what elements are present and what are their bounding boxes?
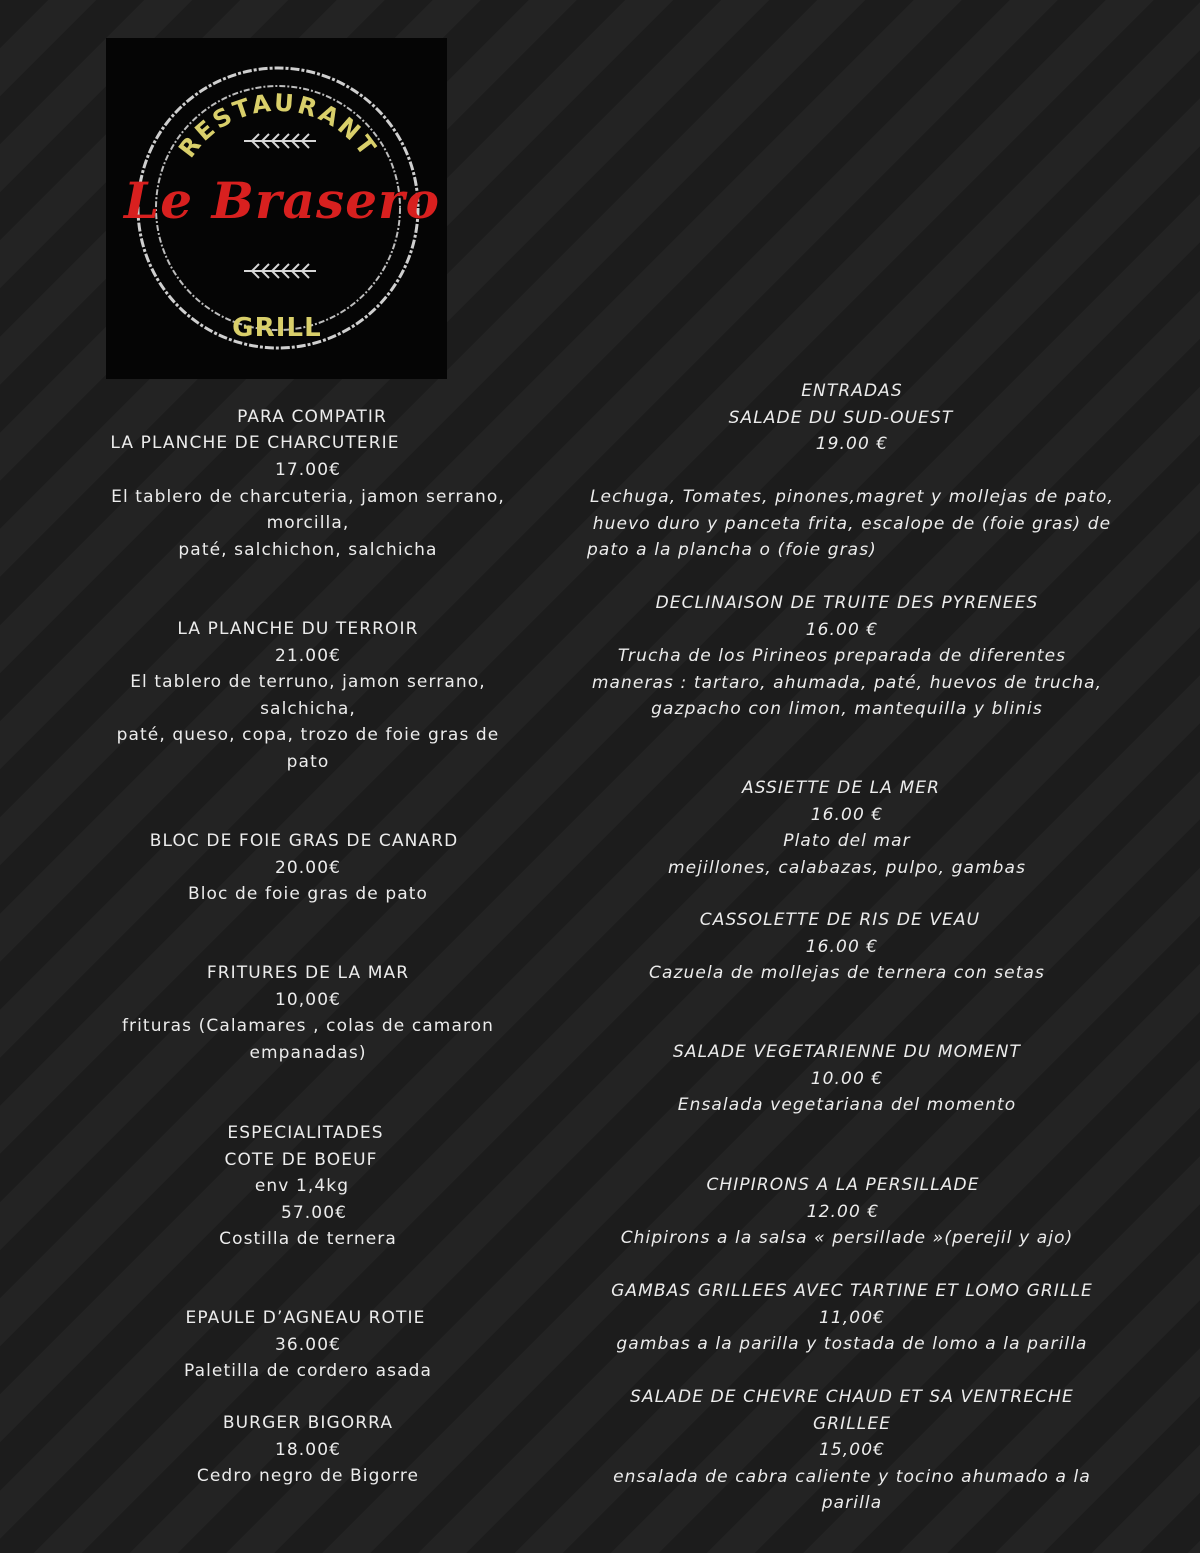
item-name: FRITURES DE LA MAR xyxy=(206,963,410,983)
item-price: 17.00€ xyxy=(274,460,342,480)
item-price: 20.00€ xyxy=(274,857,342,878)
item-desc: Chipirons a la salsa « persillade »(perejil y ajo) xyxy=(620,1228,1074,1248)
menu-item xyxy=(90,616,526,775)
restaurant-logo xyxy=(106,38,447,379)
item-name: CASSOLETTE DE RIS DE VEAU xyxy=(699,910,981,930)
item-name: GAMBAS GRILLEES AVEC TARTINE ET LOMO GRILLE xyxy=(611,1281,1093,1301)
item-desc: Ensalada vegetariana del momento xyxy=(677,1095,1017,1115)
item-desc: Costilla de ternera xyxy=(219,1229,397,1249)
item-price: 16.00 € xyxy=(810,804,884,825)
item-desc: morcilla, xyxy=(266,513,350,533)
item-name: BLOC DE FOIE GRAS DE CANARD xyxy=(149,831,459,851)
item-desc: Lechuga, Tomates, pinones,magret y mollejas de pato, xyxy=(589,487,1115,507)
item-desc: pato a la plancha o (foie gras) xyxy=(587,540,877,560)
item-name: LA PLANCHE DU TERROIR xyxy=(177,619,419,639)
section-title-para-compatir: PARA COMPATIR xyxy=(237,407,387,427)
item-name: DECLINAISON DE TRUITE DES PYRENEES xyxy=(655,593,1039,613)
item-desc: maneras : tartaro, ahumada, paté, huevos de trucha, xyxy=(591,672,1103,693)
item-price: 11,00€ xyxy=(818,1307,886,1328)
item-price: 10,00€ xyxy=(274,989,342,1010)
menu-item xyxy=(90,1410,526,1490)
menu-item xyxy=(577,1278,1127,1358)
item-name: LA PLANCHE DE CHARCUTERIE xyxy=(110,433,400,453)
item-desc: pato xyxy=(286,751,330,772)
item-price: 10.00 € xyxy=(810,1068,884,1089)
menu-item-details xyxy=(90,457,526,563)
menu-item xyxy=(90,1305,526,1385)
item-price: 18.00€ xyxy=(274,1439,342,1460)
menu-item xyxy=(90,828,526,908)
wheat-top-icon xyxy=(244,134,316,148)
menu-item xyxy=(577,1384,1127,1517)
item-desc: Bloc de foie gras de pato xyxy=(187,884,429,904)
item-name: COTE DE BOEUF xyxy=(224,1149,378,1170)
menu-item xyxy=(572,1039,1122,1119)
item-price: 12.00 € xyxy=(806,1201,880,1222)
item-name: SALADE DU SUD-OUEST xyxy=(728,407,954,428)
item-desc: Trucha de los Pirineos preparada de diferentes xyxy=(617,646,1067,666)
item-desc: El tablero de charcuteria, jamon serrano, xyxy=(111,486,505,507)
menu-item xyxy=(572,775,1122,881)
logo-name: Le Brasero xyxy=(123,171,441,230)
item-desc: salchicha, xyxy=(260,698,356,719)
item-name: EPAULE D’AGNEAU ROTIE xyxy=(185,1308,426,1328)
item-price: 19.00 € xyxy=(815,434,889,454)
item-desc: ensalada de cabra caliente y tocino ahumado a la xyxy=(613,1466,1091,1487)
menu-item xyxy=(572,590,1122,723)
menu-item xyxy=(80,430,430,457)
item-desc: parilla xyxy=(821,1493,883,1513)
item-price: 57.00€ xyxy=(280,1202,348,1223)
item-price: 15,00€ xyxy=(818,1440,886,1460)
item-name: SALADE VEGETARIENNE DU MOMENT xyxy=(672,1042,1022,1062)
logo-bottom-text: GRILL xyxy=(232,313,322,343)
logo-emblem xyxy=(106,38,447,379)
item-price: 21.00€ xyxy=(274,645,342,666)
item-price: 16.00 € xyxy=(805,936,879,957)
item-name: BURGER BIGORRA xyxy=(222,1413,394,1433)
section-entradas xyxy=(582,378,1122,458)
menu-item xyxy=(572,1172,1122,1252)
item-desc: Cedro negro de Bigorre xyxy=(196,1466,420,1486)
item-price: 36.00€ xyxy=(274,1334,342,1355)
item-desc: Cazuela de mollejas de ternera con setas xyxy=(649,963,1045,983)
menu-item xyxy=(572,907,1122,987)
logo-top-text: RESTAURANT xyxy=(173,88,383,163)
wheat-bottom-icon xyxy=(244,264,316,278)
item-desc: frituras (Calamares , colas de camaron xyxy=(121,1016,495,1036)
item-desc: huevo duro y panceta frita, escalope de (foie gras) de xyxy=(592,513,1112,534)
item-desc: gazpacho con limon, mantequilla y blinis xyxy=(651,699,1043,719)
item-desc: Plato del mar xyxy=(783,831,911,851)
section-title-especialitades: ESPECIALITADES xyxy=(227,1123,384,1143)
item-price: 16.00 € xyxy=(805,619,879,640)
menu-item-details xyxy=(582,484,1122,564)
menu-item xyxy=(90,960,526,1066)
item-name: ASSIETTE DE LA MER xyxy=(741,778,941,798)
item-desc: Paletilla de cordero asada xyxy=(183,1361,432,1381)
item-name: CHIPIRONS A LA PERSILLADE xyxy=(706,1175,980,1195)
section-specialties xyxy=(90,1120,526,1253)
item-name: SALADE DE CHEVRE CHAUD ET SA VENTRECHE GRILLEE xyxy=(630,1387,1074,1434)
section-title-entradas: ENTRADAS xyxy=(801,381,903,401)
item-desc: empanadas) xyxy=(249,1042,367,1063)
item-desc: mejillones, calabazas, pulpo, gambas xyxy=(667,857,1027,878)
item-desc: paté, salchichon, salchicha xyxy=(178,539,438,560)
item-weight: env 1,4kg xyxy=(254,1176,350,1196)
item-desc: paté, queso, copa, trozo de foie gras de xyxy=(116,725,500,745)
item-desc: gambas a la parilla y tostada de lomo a la parilla xyxy=(616,1334,1088,1354)
item-desc: El tablero de terruno, jamon serrano, xyxy=(130,672,486,692)
